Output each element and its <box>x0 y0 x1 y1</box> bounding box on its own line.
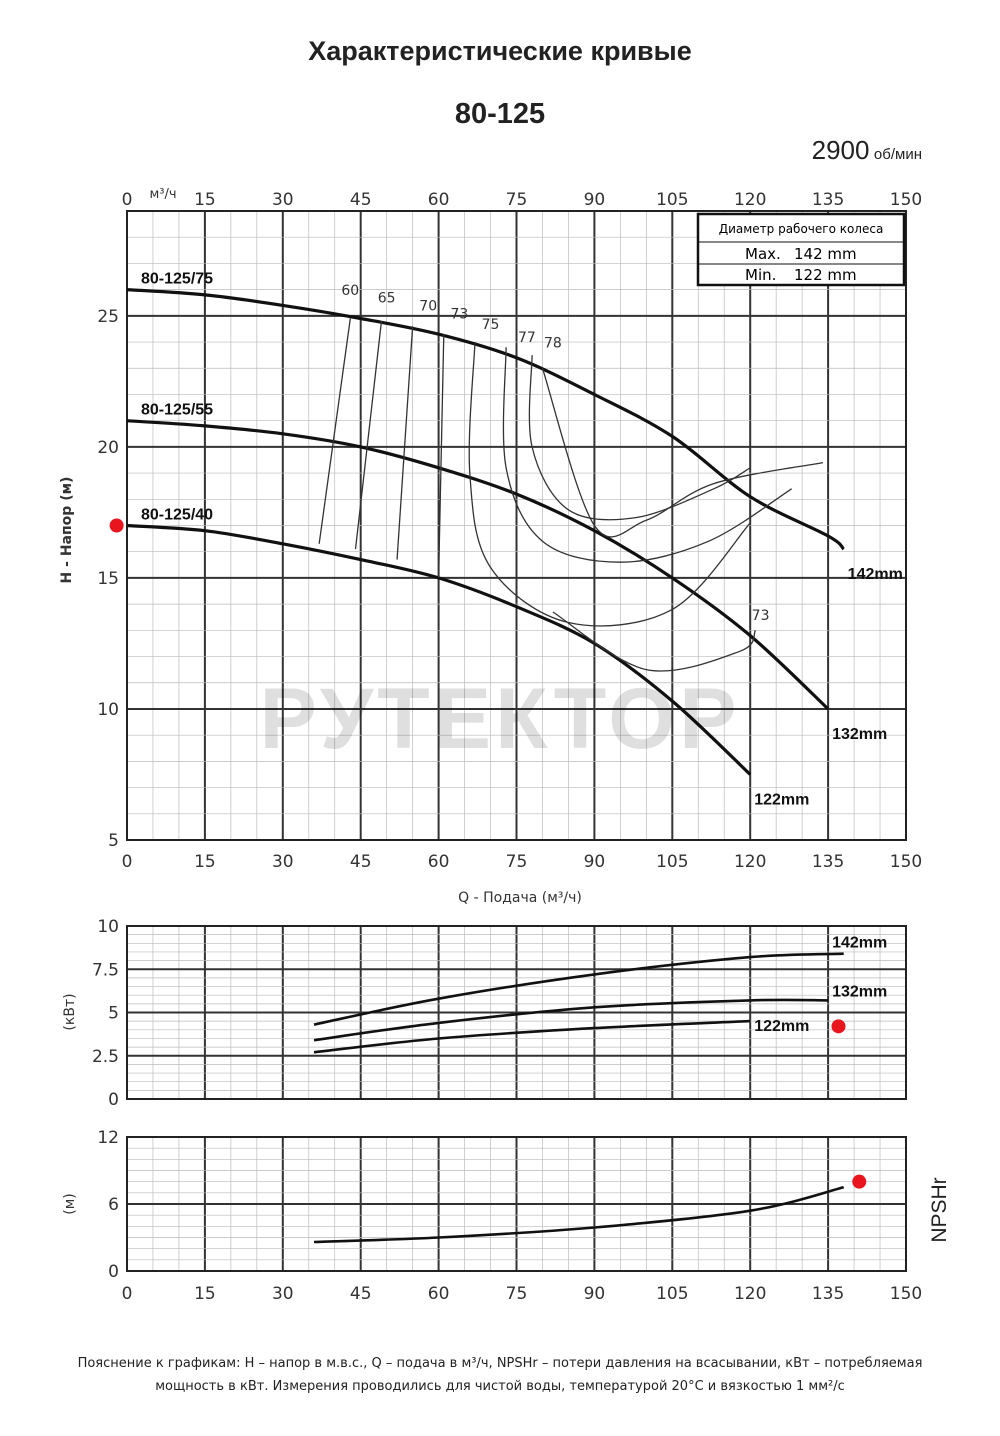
npsh-side-label: NPSHr <box>928 1177 951 1243</box>
impeller-min-value: 122 mm <box>794 266 857 284</box>
model-title: 80-125 <box>454 98 546 130</box>
watermark: РУТЕКТОР <box>259 671 741 767</box>
efficiency-label: 73 <box>751 607 770 624</box>
efficiency-line <box>356 321 382 549</box>
head-curve-end-label: 122mm <box>754 791 810 809</box>
npsh-x-tick-label: 30 <box>271 1284 294 1304</box>
head-tick-label: 10 <box>97 699 119 720</box>
efficiency-label: 73 <box>450 306 469 323</box>
head-curve-end-label: 132mm <box>832 725 888 743</box>
x-tick-label: 30 <box>271 852 294 872</box>
x-tick-label: 15 <box>194 852 216 872</box>
x-tick-label: 105 <box>656 852 689 872</box>
efficiency-loop <box>553 612 756 671</box>
head-curve <box>127 421 828 709</box>
top-tick-label: 0 <box>121 190 133 210</box>
head-panel <box>97 190 922 872</box>
footnote <box>40 1352 960 1398</box>
npsh-tick-label: 6 <box>108 1195 119 1215</box>
top-tick-label: 90 <box>583 190 606 210</box>
head-tick-label: 25 <box>97 306 119 327</box>
npsh-x-tick-label: 135 <box>811 1284 845 1304</box>
npsh-x-tick-label: 90 <box>583 1284 606 1304</box>
power-tick-label: 7.5 <box>91 960 119 981</box>
power-panel <box>92 917 906 1110</box>
head-curve-name: 80-125/55 <box>141 401 214 419</box>
speed-unit: об/мин <box>873 146 922 163</box>
x-axis-label: Q - Подача (м³/ч) <box>458 890 582 906</box>
page-title: Характеристические кривые <box>308 36 692 66</box>
impeller-diameter-box <box>698 214 904 285</box>
npsh-curve <box>314 1187 844 1242</box>
top-tick-label: 105 <box>656 190 689 210</box>
power-tick-label: 0 <box>108 1090 119 1110</box>
npsh-x-tick-label: 0 <box>121 1284 133 1304</box>
npsh-axis-label: (м) <box>62 1193 78 1215</box>
efficiency-loop <box>469 342 750 626</box>
npsh-x-tick-label: 45 <box>349 1284 372 1304</box>
efficiency-label: 65 <box>377 290 396 307</box>
efficiency-label: 75 <box>481 316 500 333</box>
power-tick-label: 2.5 <box>91 1046 119 1067</box>
head-curve-end-label: 142mm <box>847 566 903 584</box>
top-tick-label: 30 <box>271 190 294 210</box>
efficiency-loop <box>503 347 791 562</box>
x-tick-label: 120 <box>733 852 767 872</box>
efficiency-line <box>397 326 413 559</box>
npsh-x-tick-label: 150 <box>889 1284 923 1304</box>
top-tick-label: 15 <box>194 190 216 210</box>
x-tick-label: 45 <box>349 852 372 872</box>
top-tick-label: 60 <box>427 190 450 210</box>
x-tick-label: 0 <box>121 852 133 872</box>
x-tick-label: 150 <box>889 852 923 872</box>
top-tick-label: 150 <box>889 190 923 210</box>
head-curve-name: 80-125/75 <box>141 270 214 288</box>
footnote-line-1: Пояснение к графикам: H – напор в м.в.с., Q – подача в м³/ч, NPSHr – потери давления на всасывании, кВт – потребляемая <box>77 1356 923 1371</box>
impeller-max-value: 142 mm <box>794 245 857 263</box>
power-curve <box>314 954 844 1025</box>
power-axis-label: (кВт) <box>62 993 78 1031</box>
npsh-x-tick-label: 120 <box>733 1284 767 1304</box>
npsh-tick-label: 0 <box>108 1262 119 1282</box>
top-tick-label: 135 <box>811 190 845 210</box>
x-tick-label: 75 <box>505 852 528 872</box>
head-axis-label: H - Напор (м) <box>59 476 75 584</box>
impeller-min-label: Min. <box>745 266 777 284</box>
power-curve-label: 122mm <box>754 1018 810 1036</box>
footnote-line-2: мощность в кВт. Измерения проводились для чистой воды, температурой 20°C и вязкостью 1 мм²/с <box>155 1379 845 1394</box>
top-tick-label: 45 <box>349 190 372 210</box>
head-curve-name: 80-125/40 <box>141 506 214 524</box>
head-tick-label: 5 <box>108 831 119 851</box>
top-axis-unit: м³/ч <box>149 187 177 202</box>
x-tick-label: 60 <box>427 852 450 872</box>
power-curve-label: 132mm <box>832 983 888 1001</box>
power-tick-label: 10 <box>97 917 119 937</box>
npsh-marker <box>852 1175 866 1189</box>
x-tick-label: 135 <box>811 852 845 872</box>
npsh-x-tick-label: 60 <box>427 1284 450 1304</box>
head-tick-label: 15 <box>97 568 119 589</box>
npsh-panel <box>97 1128 922 1304</box>
head-marker <box>110 519 124 533</box>
power-marker <box>831 1019 845 1033</box>
npsh-x-tick-label: 15 <box>194 1284 216 1304</box>
efficiency-label: 77 <box>517 330 536 347</box>
x-tick-label: 90 <box>583 852 606 872</box>
impeller-max-label: Max. <box>745 245 781 263</box>
npsh-x-tick-label: 75 <box>505 1284 528 1304</box>
head-tick-label: 20 <box>97 437 119 458</box>
efficiency-label: 70 <box>419 298 438 315</box>
efficiency-label: 78 <box>543 335 562 352</box>
power-curve <box>314 1021 750 1052</box>
npsh-tick-label: 12 <box>97 1128 119 1148</box>
efficiency-label: 60 <box>341 282 360 299</box>
npsh-x-tick-label: 105 <box>656 1284 689 1304</box>
top-tick-label: 120 <box>733 190 767 210</box>
power-tick-label: 5 <box>108 1003 119 1024</box>
power-curve-label: 142mm <box>832 934 888 952</box>
speed-value: 2900 <box>811 135 870 165</box>
impeller-box-title: Диаметр рабочего колеса <box>718 222 884 236</box>
top-tick-label: 75 <box>505 190 528 210</box>
